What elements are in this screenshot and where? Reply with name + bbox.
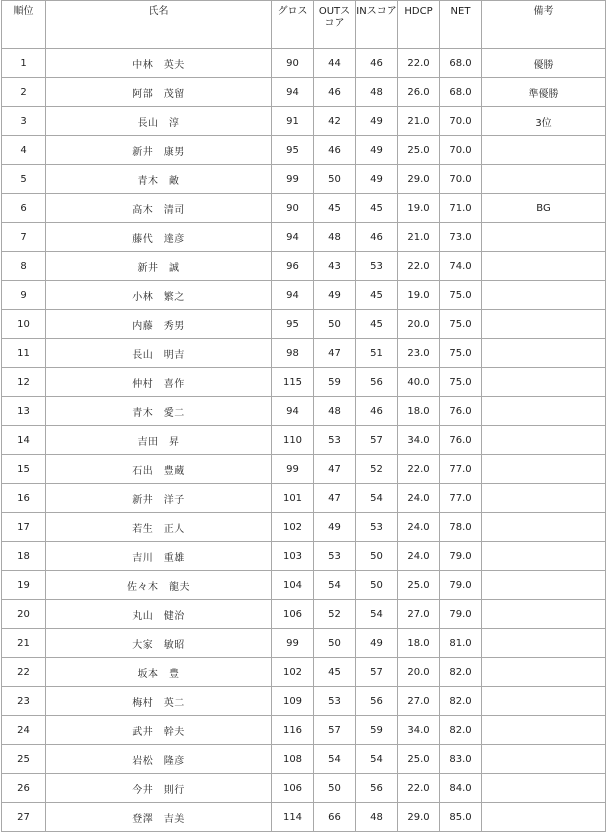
cell-note bbox=[482, 310, 606, 339]
cell-in-score: 59 bbox=[356, 716, 398, 745]
header-row bbox=[2, 1, 606, 49]
cell-gross: 95 bbox=[272, 136, 314, 165]
cell-rank: 9 bbox=[2, 281, 46, 310]
cell-in-score: 48 bbox=[356, 803, 398, 832]
cell-net: 82.0 bbox=[440, 687, 482, 716]
table-row bbox=[2, 194, 606, 223]
table-row bbox=[2, 397, 606, 426]
cell-name: 岩松 隆彦 bbox=[46, 745, 272, 774]
cell-hdcp: 34.0 bbox=[398, 426, 440, 455]
cell-gross: 99 bbox=[272, 629, 314, 658]
results-table bbox=[1, 0, 606, 832]
cell-out-score: 48 bbox=[314, 397, 356, 426]
cell-in-score: 56 bbox=[356, 368, 398, 397]
cell-rank: 23 bbox=[2, 687, 46, 716]
cell-name: 丸山 健治 bbox=[46, 600, 272, 629]
cell-name: 石出 豊蔵 bbox=[46, 455, 272, 484]
cell-gross: 96 bbox=[272, 252, 314, 281]
cell-out-score: 45 bbox=[314, 658, 356, 687]
cell-in-score: 49 bbox=[356, 136, 398, 165]
cell-rank: 18 bbox=[2, 542, 46, 571]
cell-in-score: 53 bbox=[356, 513, 398, 542]
table-row bbox=[2, 165, 606, 194]
cell-rank: 24 bbox=[2, 716, 46, 745]
header-gross: グロス bbox=[272, 1, 314, 49]
table-row bbox=[2, 716, 606, 745]
cell-out-score: 46 bbox=[314, 136, 356, 165]
cell-net: 70.0 bbox=[440, 136, 482, 165]
cell-hdcp: 24.0 bbox=[398, 542, 440, 571]
cell-gross: 94 bbox=[272, 397, 314, 426]
cell-name: 新井 誠 bbox=[46, 252, 272, 281]
cell-in-score: 46 bbox=[356, 397, 398, 426]
cell-net: 76.0 bbox=[440, 426, 482, 455]
cell-rank: 13 bbox=[2, 397, 46, 426]
cell-out-score: 53 bbox=[314, 542, 356, 571]
cell-out-score: 43 bbox=[314, 252, 356, 281]
cell-name: 武井 幹夫 bbox=[46, 716, 272, 745]
cell-gross: 106 bbox=[272, 774, 314, 803]
cell-out-score: 53 bbox=[314, 426, 356, 455]
cell-rank: 11 bbox=[2, 339, 46, 368]
cell-gross: 104 bbox=[272, 571, 314, 600]
cell-out-score: 50 bbox=[314, 310, 356, 339]
cell-hdcp: 40.0 bbox=[398, 368, 440, 397]
table-row bbox=[2, 687, 606, 716]
cell-rank: 14 bbox=[2, 426, 46, 455]
cell-in-score: 45 bbox=[356, 281, 398, 310]
cell-rank: 3 bbox=[2, 107, 46, 136]
cell-net: 81.0 bbox=[440, 629, 482, 658]
cell-gross: 108 bbox=[272, 745, 314, 774]
cell-hdcp: 22.0 bbox=[398, 252, 440, 281]
cell-note bbox=[482, 252, 606, 281]
cell-in-score: 45 bbox=[356, 194, 398, 223]
cell-net: 75.0 bbox=[440, 368, 482, 397]
table-row bbox=[2, 600, 606, 629]
header-rank: 順位 bbox=[2, 1, 46, 49]
cell-name: 坂本 豊 bbox=[46, 658, 272, 687]
cell-gross: 102 bbox=[272, 513, 314, 542]
cell-note: 準優勝 bbox=[482, 78, 606, 107]
cell-name: 青木 愛二 bbox=[46, 397, 272, 426]
cell-rank: 25 bbox=[2, 745, 46, 774]
cell-out-score: 50 bbox=[314, 629, 356, 658]
cell-hdcp: 18.0 bbox=[398, 397, 440, 426]
cell-rank: 12 bbox=[2, 368, 46, 397]
cell-note bbox=[482, 223, 606, 252]
cell-net: 68.0 bbox=[440, 78, 482, 107]
cell-rank: 10 bbox=[2, 310, 46, 339]
cell-gross: 95 bbox=[272, 310, 314, 339]
cell-gross: 94 bbox=[272, 78, 314, 107]
cell-in-score: 56 bbox=[356, 774, 398, 803]
cell-note bbox=[482, 571, 606, 600]
table-row bbox=[2, 484, 606, 513]
header-note: 備考 bbox=[482, 1, 606, 49]
cell-out-score: 42 bbox=[314, 107, 356, 136]
cell-out-score: 47 bbox=[314, 455, 356, 484]
cell-net: 77.0 bbox=[440, 484, 482, 513]
cell-rank: 19 bbox=[2, 571, 46, 600]
cell-in-score: 50 bbox=[356, 542, 398, 571]
cell-note bbox=[482, 368, 606, 397]
cell-in-score: 54 bbox=[356, 600, 398, 629]
cell-hdcp: 26.0 bbox=[398, 78, 440, 107]
cell-gross: 99 bbox=[272, 165, 314, 194]
cell-rank: 16 bbox=[2, 484, 46, 513]
cell-gross: 103 bbox=[272, 542, 314, 571]
cell-out-score: 57 bbox=[314, 716, 356, 745]
cell-net: 68.0 bbox=[440, 49, 482, 78]
cell-name: 大家 敏昭 bbox=[46, 629, 272, 658]
table-row bbox=[2, 629, 606, 658]
cell-hdcp: 20.0 bbox=[398, 310, 440, 339]
cell-name: 青木 敵 bbox=[46, 165, 272, 194]
cell-net: 82.0 bbox=[440, 658, 482, 687]
cell-name: 吉田 昇 bbox=[46, 426, 272, 455]
cell-note bbox=[482, 542, 606, 571]
cell-gross: 91 bbox=[272, 107, 314, 136]
cell-out-score: 48 bbox=[314, 223, 356, 252]
cell-net: 79.0 bbox=[440, 571, 482, 600]
cell-out-score: 50 bbox=[314, 165, 356, 194]
cell-in-score: 56 bbox=[356, 687, 398, 716]
table-row bbox=[2, 49, 606, 78]
cell-note bbox=[482, 339, 606, 368]
cell-in-score: 54 bbox=[356, 745, 398, 774]
table-row bbox=[2, 136, 606, 165]
cell-hdcp: 23.0 bbox=[398, 339, 440, 368]
cell-net: 79.0 bbox=[440, 542, 482, 571]
table-row bbox=[2, 339, 606, 368]
table-row bbox=[2, 281, 606, 310]
header-hdcp: HDCP bbox=[398, 1, 440, 49]
cell-name: 小林 繁之 bbox=[46, 281, 272, 310]
table-row bbox=[2, 107, 606, 136]
table-row bbox=[2, 513, 606, 542]
cell-rank: 2 bbox=[2, 78, 46, 107]
cell-name: 内藤 秀男 bbox=[46, 310, 272, 339]
cell-rank: 4 bbox=[2, 136, 46, 165]
cell-note bbox=[482, 165, 606, 194]
table-row bbox=[2, 803, 606, 832]
cell-out-score: 50 bbox=[314, 774, 356, 803]
cell-rank: 1 bbox=[2, 49, 46, 78]
table-row bbox=[2, 571, 606, 600]
cell-net: 75.0 bbox=[440, 339, 482, 368]
cell-name: 梅村 英二 bbox=[46, 687, 272, 716]
cell-out-score: 66 bbox=[314, 803, 356, 832]
cell-in-score: 50 bbox=[356, 571, 398, 600]
cell-in-score: 57 bbox=[356, 658, 398, 687]
cell-net: 75.0 bbox=[440, 310, 482, 339]
cell-rank: 8 bbox=[2, 252, 46, 281]
cell-hdcp: 22.0 bbox=[398, 774, 440, 803]
cell-net: 71.0 bbox=[440, 194, 482, 223]
cell-out-score: 47 bbox=[314, 339, 356, 368]
cell-hdcp: 18.0 bbox=[398, 629, 440, 658]
cell-hdcp: 22.0 bbox=[398, 455, 440, 484]
cell-note bbox=[482, 397, 606, 426]
cell-out-score: 46 bbox=[314, 78, 356, 107]
cell-rank: 17 bbox=[2, 513, 46, 542]
header-net: NET bbox=[440, 1, 482, 49]
cell-net: 83.0 bbox=[440, 745, 482, 774]
cell-gross: 102 bbox=[272, 658, 314, 687]
cell-hdcp: 29.0 bbox=[398, 803, 440, 832]
table-row bbox=[2, 455, 606, 484]
cell-hdcp: 20.0 bbox=[398, 658, 440, 687]
cell-hdcp: 34.0 bbox=[398, 716, 440, 745]
cell-gross: 114 bbox=[272, 803, 314, 832]
cell-name: 吉川 重雄 bbox=[46, 542, 272, 571]
cell-gross: 94 bbox=[272, 281, 314, 310]
cell-note: 3位 bbox=[482, 107, 606, 136]
cell-name: 藤代 達彦 bbox=[46, 223, 272, 252]
cell-gross: 106 bbox=[272, 600, 314, 629]
cell-net: 77.0 bbox=[440, 455, 482, 484]
cell-note bbox=[482, 745, 606, 774]
cell-hdcp: 19.0 bbox=[398, 281, 440, 310]
cell-out-score: 49 bbox=[314, 513, 356, 542]
cell-out-score: 49 bbox=[314, 281, 356, 310]
cell-hdcp: 29.0 bbox=[398, 165, 440, 194]
cell-hdcp: 21.0 bbox=[398, 223, 440, 252]
cell-hdcp: 21.0 bbox=[398, 107, 440, 136]
cell-net: 85.0 bbox=[440, 803, 482, 832]
cell-hdcp: 25.0 bbox=[398, 136, 440, 165]
cell-out-score: 54 bbox=[314, 745, 356, 774]
cell-gross: 90 bbox=[272, 194, 314, 223]
table-row bbox=[2, 310, 606, 339]
cell-hdcp: 24.0 bbox=[398, 484, 440, 513]
table-row bbox=[2, 745, 606, 774]
cell-note bbox=[482, 658, 606, 687]
cell-rank: 5 bbox=[2, 165, 46, 194]
table-row bbox=[2, 542, 606, 571]
table-row bbox=[2, 252, 606, 281]
cell-name: 長山 明吉 bbox=[46, 339, 272, 368]
cell-name: 今井 則行 bbox=[46, 774, 272, 803]
cell-gross: 115 bbox=[272, 368, 314, 397]
cell-net: 76.0 bbox=[440, 397, 482, 426]
table-row bbox=[2, 426, 606, 455]
cell-in-score: 49 bbox=[356, 107, 398, 136]
cell-gross: 99 bbox=[272, 455, 314, 484]
cell-hdcp: 27.0 bbox=[398, 600, 440, 629]
cell-note bbox=[482, 716, 606, 745]
cell-in-score: 46 bbox=[356, 223, 398, 252]
cell-in-score: 51 bbox=[356, 339, 398, 368]
cell-note bbox=[482, 600, 606, 629]
cell-note bbox=[482, 513, 606, 542]
header-out-score: OUTスコア bbox=[314, 1, 356, 49]
cell-net: 75.0 bbox=[440, 281, 482, 310]
cell-in-score: 57 bbox=[356, 426, 398, 455]
cell-hdcp: 27.0 bbox=[398, 687, 440, 716]
cell-note bbox=[482, 687, 606, 716]
cell-rank: 15 bbox=[2, 455, 46, 484]
table-row bbox=[2, 78, 606, 107]
cell-note bbox=[482, 629, 606, 658]
cell-name: 佐々木 龍夫 bbox=[46, 571, 272, 600]
cell-rank: 21 bbox=[2, 629, 46, 658]
cell-gross: 116 bbox=[272, 716, 314, 745]
cell-out-score: 47 bbox=[314, 484, 356, 513]
cell-net: 74.0 bbox=[440, 252, 482, 281]
cell-note bbox=[482, 426, 606, 455]
table-row bbox=[2, 368, 606, 397]
cell-rank: 7 bbox=[2, 223, 46, 252]
cell-out-score: 52 bbox=[314, 600, 356, 629]
cell-note: BG bbox=[482, 194, 606, 223]
cell-net: 70.0 bbox=[440, 107, 482, 136]
cell-name: 仲村 喜作 bbox=[46, 368, 272, 397]
results-body bbox=[2, 49, 606, 832]
cell-out-score: 59 bbox=[314, 368, 356, 397]
table-row bbox=[2, 658, 606, 687]
cell-out-score: 54 bbox=[314, 571, 356, 600]
cell-note bbox=[482, 774, 606, 803]
cell-in-score: 49 bbox=[356, 629, 398, 658]
cell-rank: 27 bbox=[2, 803, 46, 832]
header-in-score: INスコア bbox=[356, 1, 398, 49]
cell-gross: 109 bbox=[272, 687, 314, 716]
cell-out-score: 53 bbox=[314, 687, 356, 716]
cell-net: 79.0 bbox=[440, 600, 482, 629]
cell-net: 82.0 bbox=[440, 716, 482, 745]
cell-gross: 110 bbox=[272, 426, 314, 455]
cell-rank: 26 bbox=[2, 774, 46, 803]
cell-in-score: 49 bbox=[356, 165, 398, 194]
cell-in-score: 46 bbox=[356, 49, 398, 78]
cell-hdcp: 25.0 bbox=[398, 571, 440, 600]
cell-out-score: 45 bbox=[314, 194, 356, 223]
cell-in-score: 54 bbox=[356, 484, 398, 513]
cell-note bbox=[482, 803, 606, 832]
cell-name: 若生 正人 bbox=[46, 513, 272, 542]
cell-in-score: 48 bbox=[356, 78, 398, 107]
cell-net: 78.0 bbox=[440, 513, 482, 542]
cell-hdcp: 25.0 bbox=[398, 745, 440, 774]
header-name: 氏名 bbox=[46, 1, 272, 49]
cell-name: 高木 清司 bbox=[46, 194, 272, 223]
cell-net: 84.0 bbox=[440, 774, 482, 803]
cell-net: 73.0 bbox=[440, 223, 482, 252]
cell-name: 中林 英夫 bbox=[46, 49, 272, 78]
cell-name: 登澤 吉美 bbox=[46, 803, 272, 832]
cell-name: 新井 康男 bbox=[46, 136, 272, 165]
cell-net: 70.0 bbox=[440, 165, 482, 194]
cell-hdcp: 19.0 bbox=[398, 194, 440, 223]
cell-out-score: 44 bbox=[314, 49, 356, 78]
cell-hdcp: 22.0 bbox=[398, 49, 440, 78]
cell-in-score: 53 bbox=[356, 252, 398, 281]
cell-rank: 22 bbox=[2, 658, 46, 687]
cell-gross: 98 bbox=[272, 339, 314, 368]
cell-hdcp: 24.0 bbox=[398, 513, 440, 542]
cell-rank: 20 bbox=[2, 600, 46, 629]
cell-gross: 101 bbox=[272, 484, 314, 513]
cell-name: 阿部 茂留 bbox=[46, 78, 272, 107]
cell-gross: 94 bbox=[272, 223, 314, 252]
cell-name: 長山 淳 bbox=[46, 107, 272, 136]
cell-note bbox=[482, 281, 606, 310]
cell-note bbox=[482, 136, 606, 165]
cell-gross: 90 bbox=[272, 49, 314, 78]
cell-name: 新井 洋子 bbox=[46, 484, 272, 513]
cell-in-score: 45 bbox=[356, 310, 398, 339]
table-row bbox=[2, 223, 606, 252]
cell-note bbox=[482, 484, 606, 513]
cell-in-score: 52 bbox=[356, 455, 398, 484]
cell-note bbox=[482, 455, 606, 484]
table-row bbox=[2, 774, 606, 803]
cell-note: 優勝 bbox=[482, 49, 606, 78]
cell-rank: 6 bbox=[2, 194, 46, 223]
